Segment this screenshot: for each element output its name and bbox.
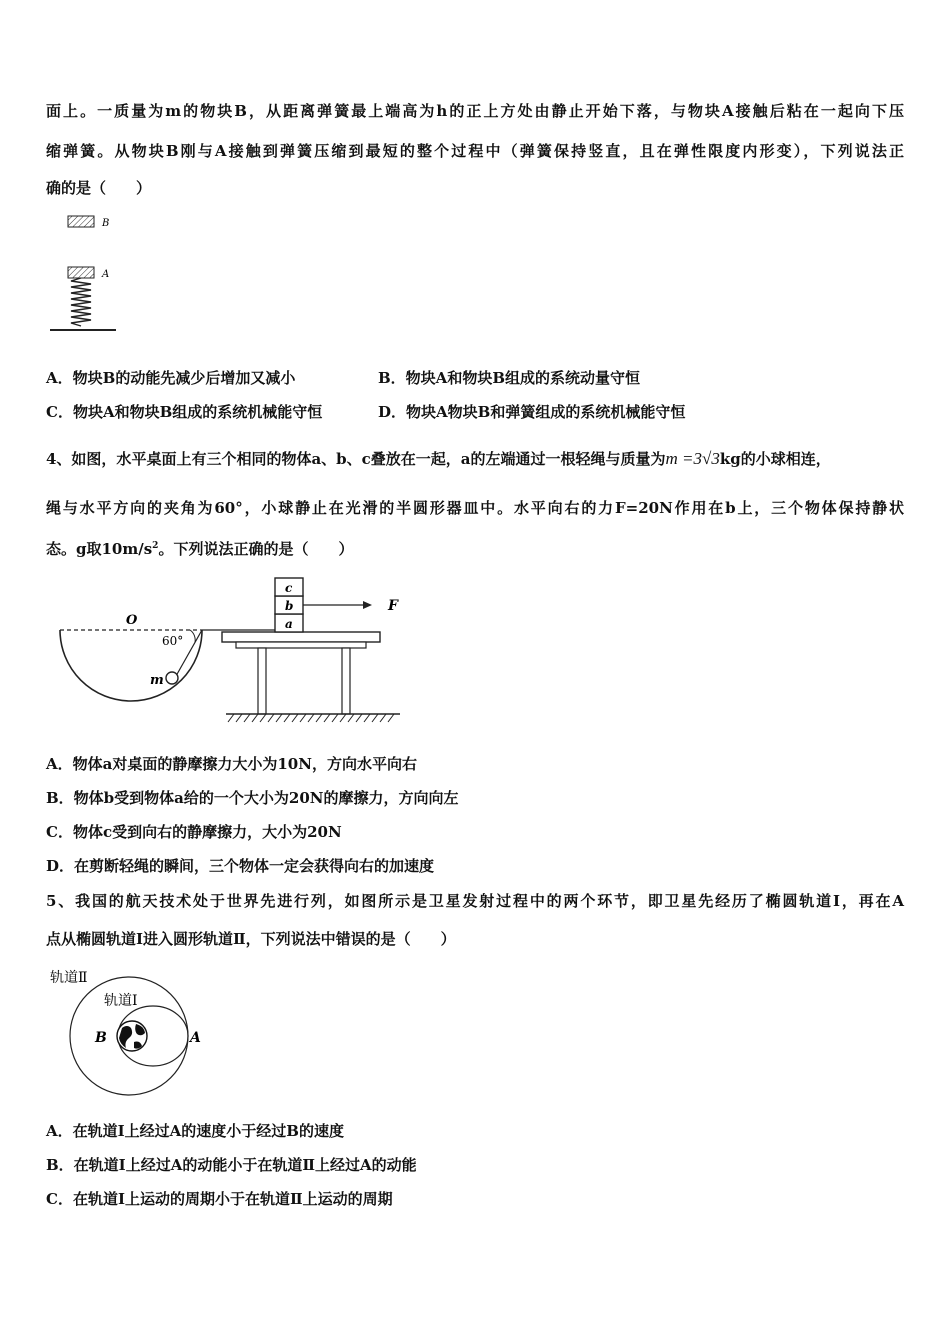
block-a-label: A [102,269,110,280]
q4-option-d: D．在剪断轻绳的瞬间，三个物体一定会获得向右的加速度 [46,857,435,875]
q4-mass-expression: m =3√3 [665,449,720,468]
orbit-2-label: 轨道Ⅱ [50,970,88,986]
block-b [68,216,94,227]
q4-line-1-post: kg的小球相连， [719,450,831,468]
q5-option-c: C．在轨道I上运动的周期小于在轨道Ⅱ上运动的周期 [46,1190,393,1208]
ball-label: m [150,673,164,688]
table-top [222,632,380,642]
ball [166,672,178,684]
q5-option-b: B．在轨道I上经过A的动能小于在轨道Ⅱ上经过A的动能 [46,1156,417,1174]
q3-text-line-1: 面上。一质量为m的物块B，从距离弹簧最上端高为h的正上方处由静止开始下落，与物块A接触后粘在一起向下压 [46,102,904,120]
force-arrow-head [363,601,372,609]
block-c-letter: c [285,581,293,595]
q5-option-a: A．在轨道I上经过A的速度小于经过B的速度 [46,1122,344,1140]
q3-text-line-2: 缩弹簧。从物块B刚与A接触到弹簧压缩到最短的整个过程中（弹簧保持竖直，且在弹性限度内形变），下列说法正 [46,142,904,160]
force-label: F [388,598,398,614]
q4-option-a: A．物体a对桌面的静摩擦力大小为10N，方向水平向右 [46,755,417,773]
q4-line-3-sup: 2 [152,541,159,551]
q3-option-a: A．物块B的动能先减少后增加又减小 [46,369,296,387]
point-a-label: A [190,1030,201,1046]
q4-text-line-2: 绳与水平方向的夹角为60°，小球静止在光滑的半圆形器皿中。水平向右的力F=20N作用在b上，三个物体保持静状 [46,499,904,517]
point-b-label: B [95,1030,107,1046]
q4-text-line-1 [46,449,831,469]
angle-arc [190,630,195,642]
floor-hatch [228,714,394,722]
q4-option-c: C．物体c受到向右的静摩擦力，大小为20N [46,823,342,841]
center-label: O [126,613,138,628]
q3-text-line-3: 确的是（ ） [46,179,152,197]
q3-option-d: D．物块A物块B和弹簧组成的系统机械能守恒 [378,403,686,421]
q4-line-3-pre: 态。g取10m/s [46,540,153,558]
q4-text-line-3 [46,536,353,559]
spring-figure [44,210,124,340]
q4-option-b: B．物体b受到物体a给的一个大小为20N的摩擦力，方向向左 [46,789,459,807]
table-leg-left [258,648,266,714]
block-b-letter: b [285,599,294,613]
q5-text-line-2: 点从椭圆轨道I进入圆形轨道Ⅱ，下列说法中错误的是（ ） [46,930,456,948]
angle-label: 60° [162,634,184,648]
orbit-figure [46,962,216,1102]
q3-option-b: B．物块A和物块B组成的系统动量守恒 [378,369,640,387]
block-b-label: B [102,218,110,229]
q4-line-1-pre: 4、如图，水平桌面上有三个相同的物体a、b、c叠放在一起，a的左端通过一根轻绳与质量为 [46,450,666,468]
table-apron [236,642,366,648]
spring [71,278,91,326]
table-bowl-figure [50,572,410,732]
block-a [68,267,94,278]
block-a-letter: a [285,617,293,631]
q3-option-c: C．物块A和物块B组成的系统机械能守恒 [46,403,323,421]
q5-text-line-1: 5、我国的航天技术处于世界先进行列，如图所示是卫星发射过程中的两个环节，即卫星先经历了椭圆轨道I，再在A [46,892,904,910]
orbit-1-label: 轨道Ⅰ [104,993,138,1009]
table-leg-right [342,648,350,714]
q4-line-3-post: 。下列说法正确的是（ ） [158,540,354,558]
